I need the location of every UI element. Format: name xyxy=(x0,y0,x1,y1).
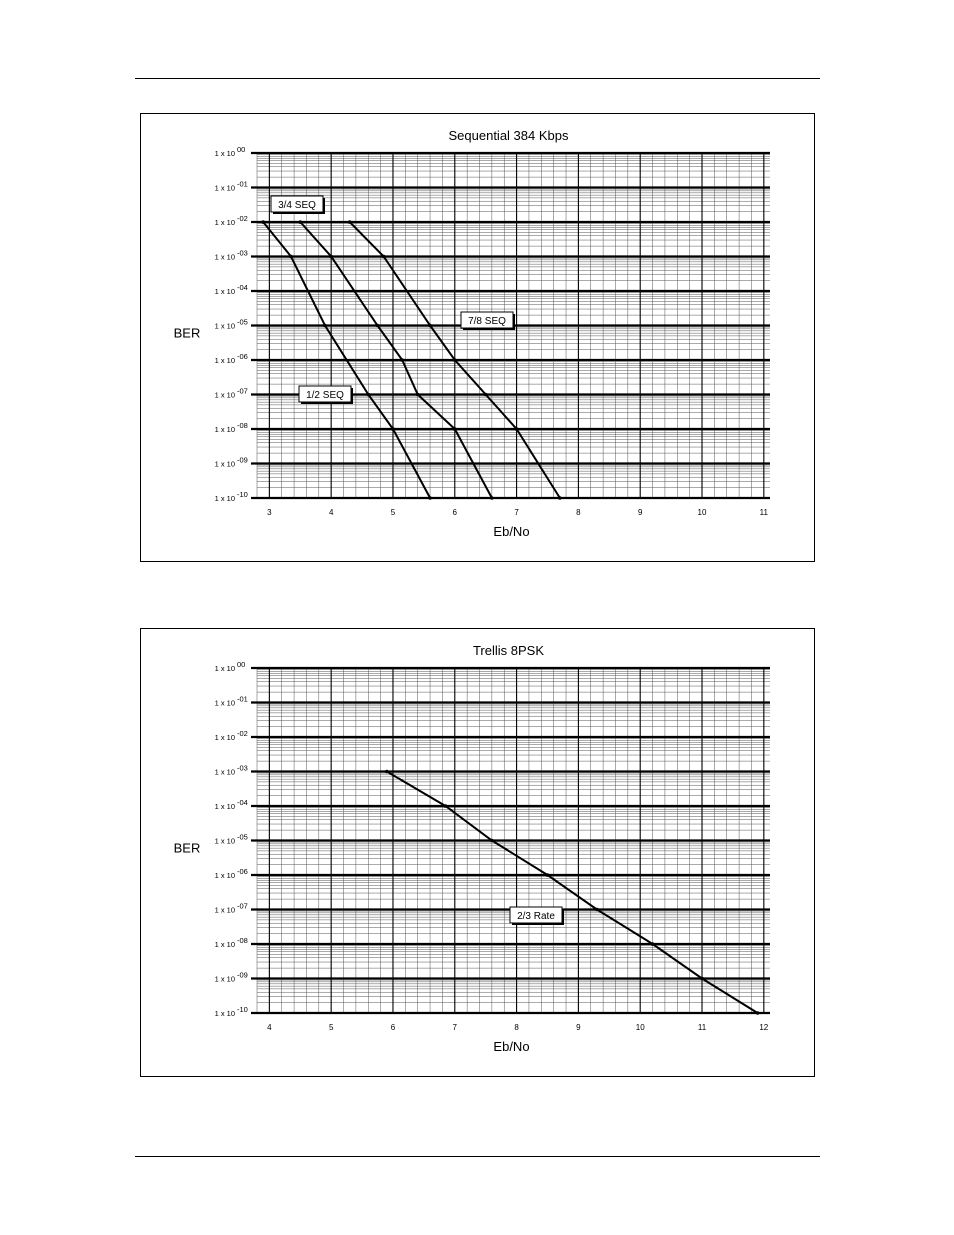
y-tick-label: 1 x 10 xyxy=(214,905,235,915)
y-tick-label: 1 x 10 xyxy=(214,218,235,227)
data-point-2-3-rate xyxy=(546,873,550,877)
data-point-7-8-seq xyxy=(453,358,457,362)
x-tick-label: 11 xyxy=(759,508,768,517)
y-tick-label: 1 x 10 xyxy=(214,664,235,673)
y-tick-exponent: -02 xyxy=(237,729,248,738)
x-tick-label: 3 xyxy=(267,508,272,517)
trellis-chart-panel xyxy=(140,628,815,1077)
data-point-2-3-rate xyxy=(444,804,448,808)
data-point-2-3-rate xyxy=(385,770,389,774)
y-tick-exponent: -06 xyxy=(237,867,248,876)
data-point-1-2-seq xyxy=(289,255,293,259)
y-tick-exponent: -06 xyxy=(237,352,248,361)
data-point-2-3-rate xyxy=(595,908,599,912)
y-tick-label: 1 x 10 xyxy=(214,425,235,434)
y-tick-exponent: -08 xyxy=(237,936,248,945)
y-tick-exponent: -07 xyxy=(237,386,248,396)
annotation-label: 3/4 SEQ xyxy=(278,200,316,211)
x-tick-label: 11 xyxy=(697,1023,707,1032)
data-point-7-8-seq xyxy=(558,496,562,500)
data-point-3-4-seq xyxy=(400,358,404,362)
y-tick-label: 1 x 10 xyxy=(214,767,235,777)
y-tick-exponent: -09 xyxy=(237,455,248,465)
data-point-7-8-seq xyxy=(428,324,432,328)
y-tick-label: 1 x 10 xyxy=(214,321,235,331)
trellis-chart-svg xyxy=(141,629,816,1078)
y-tick-exponent: -01 xyxy=(237,694,248,704)
data-point-2-3-rate xyxy=(756,1011,760,1015)
data-point-3-4-seq xyxy=(416,393,420,397)
x-tick-label: 6 xyxy=(452,508,458,517)
annotation-2-3-rate xyxy=(510,907,564,925)
x-tick-label: 5 xyxy=(390,508,396,517)
data-point-1-2-seq xyxy=(428,496,432,500)
y-tick-label: 1 x 10 xyxy=(214,287,235,296)
x-tick-label: 10 xyxy=(697,508,707,517)
sequential-chart-svg xyxy=(141,114,816,563)
y-tick-label: 1 x 10 xyxy=(214,390,235,400)
x-tick-label: 8 xyxy=(514,1023,519,1032)
x-tick-label: 7 xyxy=(452,1023,458,1032)
annotation-1-2-seq xyxy=(299,386,353,404)
y-tick-exponent: -01 xyxy=(237,179,248,189)
data-point-3-4-seq xyxy=(453,427,457,431)
data-point-3-4-seq xyxy=(298,220,302,224)
x-axis-label: Eb/No xyxy=(493,1039,530,1054)
annotation-label: 7/8 SEQ xyxy=(468,316,506,327)
x-tick-label: 10 xyxy=(635,1023,645,1032)
y-tick-exponent: -03 xyxy=(237,763,248,773)
sequential-chart-panel xyxy=(140,113,815,562)
data-point-7-8-seq xyxy=(515,427,519,431)
data-point-1-2-seq xyxy=(323,324,327,328)
data-point-3-4-seq xyxy=(376,324,380,328)
y-tick-exponent: -05 xyxy=(237,317,248,327)
y-tick-exponent: -04 xyxy=(237,283,248,292)
y-tick-exponent: 00 xyxy=(237,660,246,669)
y-tick-label: 1 x 10 xyxy=(214,1009,235,1018)
data-point-3-4-seq xyxy=(329,255,333,259)
x-tick-label: 9 xyxy=(576,1023,581,1032)
y-tick-label: 1 x 10 xyxy=(214,356,235,365)
chart-title: Sequential 384 Kbps xyxy=(448,128,569,143)
y-tick-exponent: -08 xyxy=(237,421,248,430)
data-point-2-3-rate xyxy=(700,977,704,981)
data-point-1-2-seq xyxy=(366,393,370,397)
x-tick-label: 4 xyxy=(328,508,334,517)
data-point-2-3-rate xyxy=(651,942,655,946)
data-point-1-2-seq xyxy=(261,220,265,224)
header-rule xyxy=(135,78,820,79)
x-tick-label: 12 xyxy=(759,1023,769,1032)
y-tick-label: 1 x 10 xyxy=(214,459,235,469)
y-tick-exponent: -10 xyxy=(237,490,248,499)
y-tick-label: 1 x 10 xyxy=(214,974,235,984)
y-tick-label: 1 x 10 xyxy=(214,252,235,262)
data-point-1-2-seq xyxy=(391,427,395,431)
data-point-7-8-seq xyxy=(348,220,352,224)
y-tick-exponent: 00 xyxy=(237,145,246,154)
y-tick-exponent: -05 xyxy=(237,832,248,842)
y-tick-label: 1 x 10 xyxy=(214,733,235,742)
data-point-7-8-seq xyxy=(382,255,386,259)
x-axis-label: Eb/No xyxy=(493,524,530,539)
annotation-label: 1/2 SEQ xyxy=(306,390,344,401)
y-tick-exponent: -03 xyxy=(237,248,248,258)
x-tick-label: 4 xyxy=(267,1023,272,1032)
chart-title: Trellis 8PSK xyxy=(472,643,545,658)
y-tick-label: 1 x 10 xyxy=(214,494,235,503)
y-tick-label: 1 x 10 xyxy=(214,698,235,708)
annotation-label: 2/3 Rate xyxy=(517,911,555,922)
y-axis-label: BER xyxy=(173,840,201,856)
data-point-2-3-rate xyxy=(490,839,494,843)
y-tick-label: 1 x 10 xyxy=(214,871,235,880)
x-tick-label: 9 xyxy=(637,508,643,517)
y-tick-label: 1 x 10 xyxy=(214,149,235,158)
x-tick-label: 6 xyxy=(390,1023,396,1032)
data-point-7-8-seq xyxy=(484,393,488,397)
y-tick-label: 1 x 10 xyxy=(214,183,235,193)
x-tick-label: 7 xyxy=(514,508,519,517)
y-tick-label: 1 x 10 xyxy=(214,940,235,949)
y-tick-exponent: -10 xyxy=(237,1005,248,1014)
y-tick-exponent: -02 xyxy=(237,214,248,223)
annotation-7-8-seq xyxy=(461,312,515,330)
x-tick-label: 5 xyxy=(328,1023,334,1032)
y-tick-label: 1 x 10 xyxy=(214,836,235,846)
y-tick-label: 1 x 10 xyxy=(214,802,235,811)
footer-rule xyxy=(135,1156,820,1157)
data-point-3-4-seq xyxy=(490,496,494,500)
x-tick-label: 8 xyxy=(576,508,581,517)
annotation-3-4-seq xyxy=(271,196,325,214)
y-tick-exponent: -09 xyxy=(237,970,248,980)
y-tick-exponent: -07 xyxy=(237,901,248,911)
y-tick-exponent: -04 xyxy=(237,798,248,807)
y-axis-label: BER xyxy=(173,325,201,341)
